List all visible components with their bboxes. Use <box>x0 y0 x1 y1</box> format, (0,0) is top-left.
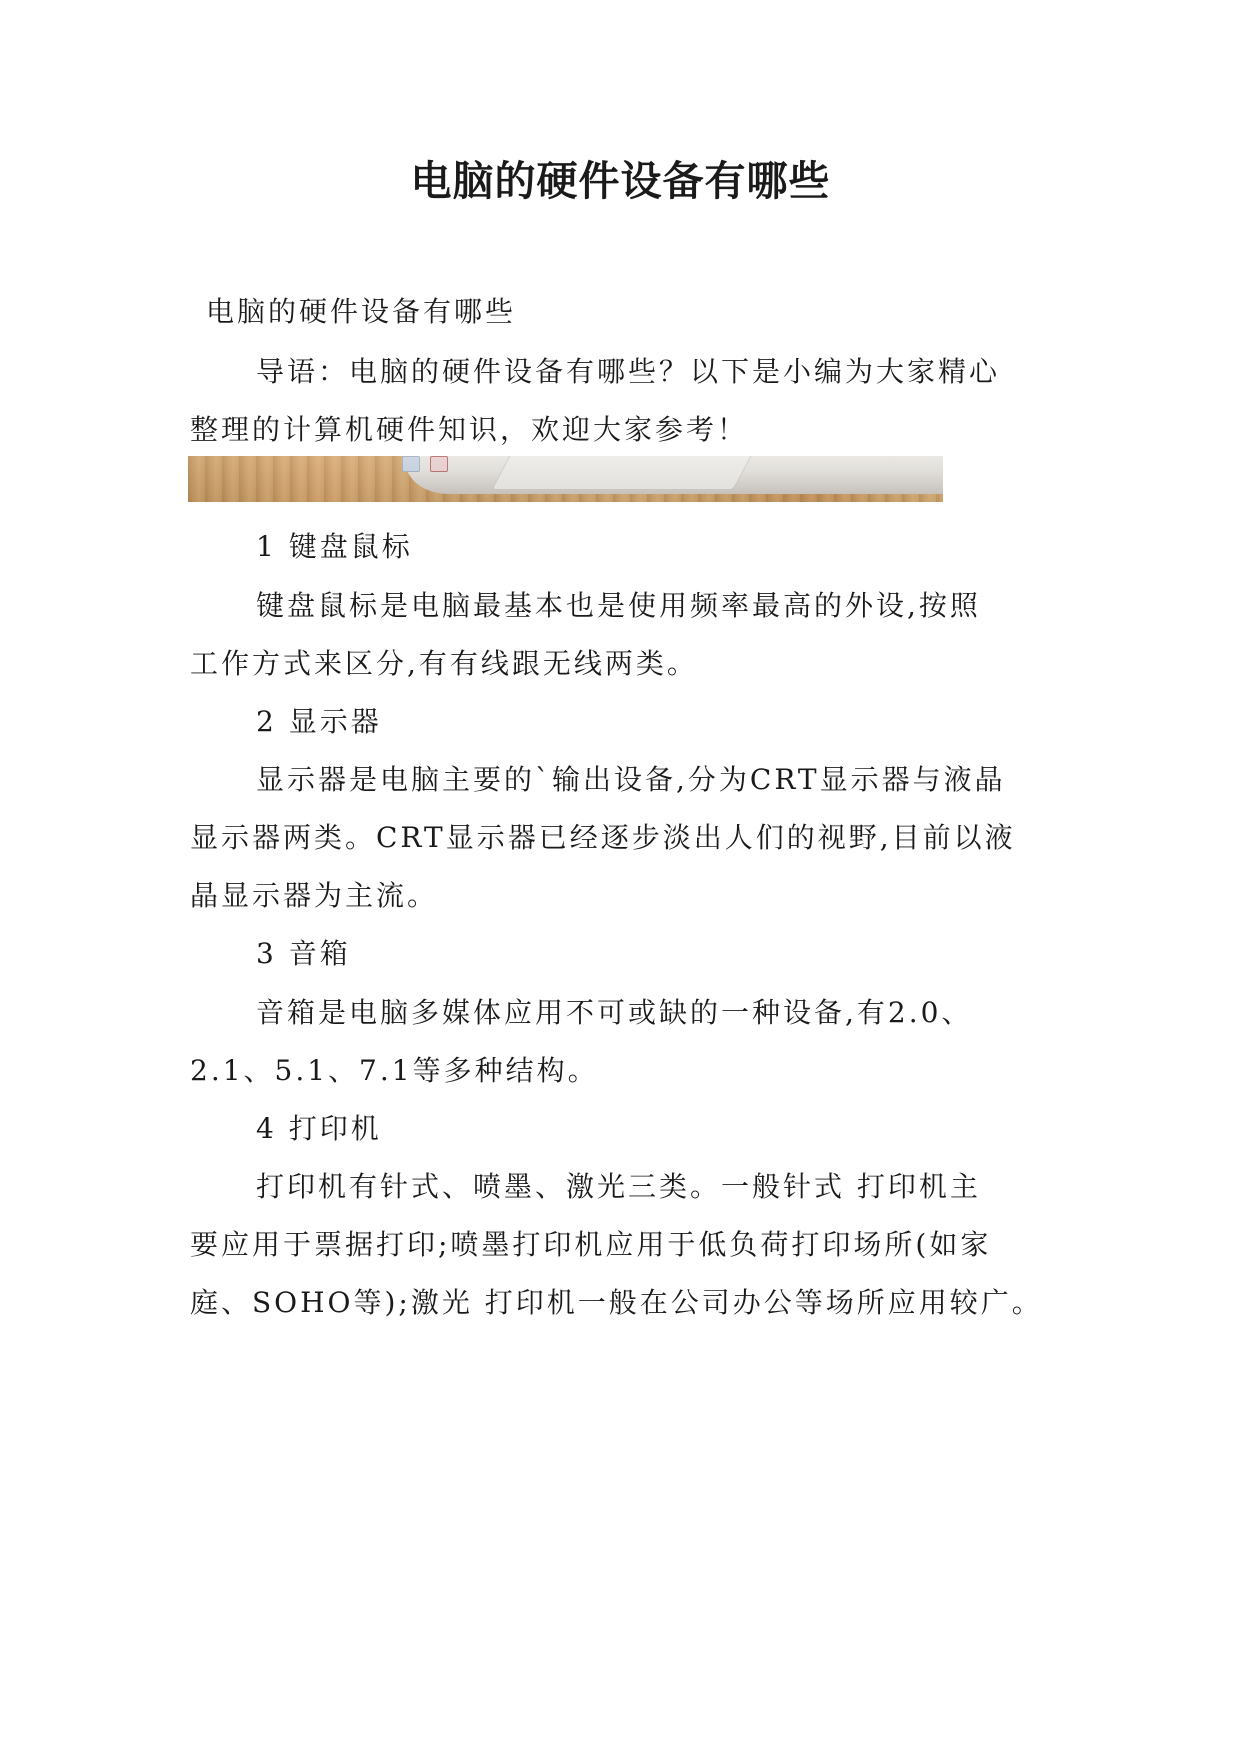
document-subtitle: 电脑的硬件设备有哪些 <box>206 295 517 328</box>
section-text-line: 显示器是电脑主要的`输出设备,分为CRT显示器与液晶 <box>256 763 1006 796</box>
photo-shading <box>188 456 943 502</box>
section-heading: 2 显示器 <box>256 705 382 738</box>
section-text-line: 庭、SOHO等);激光 打印机一般在公司办公等场所应用较广。 <box>190 1286 1043 1319</box>
section-text-line: 2.1、5.1、7.1等多种结构。 <box>190 1054 599 1087</box>
intro-line: 整理的计算机硬件知识，欢迎大家参考！ <box>190 413 749 446</box>
section-heading: 1 键盘鼠标 <box>256 530 413 563</box>
section-text-line: 键盘鼠标是电脑最基本也是使用频率最高的外设,按照 <box>256 589 981 622</box>
section-heading: 3 音箱 <box>256 937 351 970</box>
section-text-line: 显示器两类。CRT显示器已经逐步淡出人们的视野,目前以液 <box>190 821 1016 854</box>
section-text-line: 工作方式来区分,有有线跟无线两类。 <box>190 647 698 680</box>
document-title: 电脑的硬件设备有哪些 <box>410 157 831 205</box>
section-text-line: 晶显示器为主流。 <box>190 879 439 912</box>
section-text-line: 音箱是电脑多媒体应用不可或缺的一种设备,有2.0、 <box>256 996 973 1029</box>
laptop-photo <box>188 456 943 502</box>
section-text-line: 要应用于票据打印;喷墨打印机应用于低负荷打印场所(如家 <box>190 1228 992 1261</box>
section-text-line: 打印机有针式、喷墨、激光三类。一般针式 打印机主 <box>256 1170 981 1203</box>
intro-line: 导语：电脑的硬件设备有哪些？以下是小编为大家精心 <box>256 355 1001 388</box>
section-heading: 4 打印机 <box>256 1112 382 1145</box>
